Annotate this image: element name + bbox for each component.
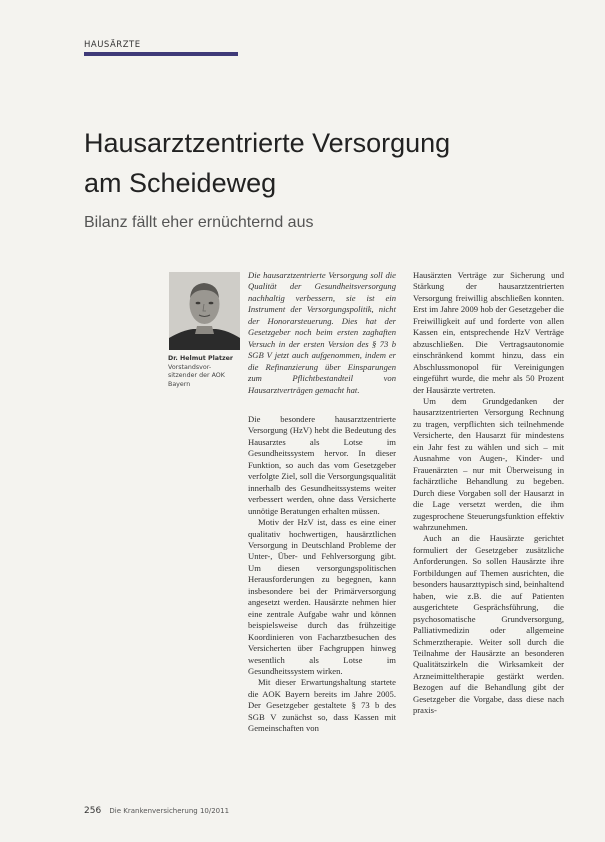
paragraph: Auch an die Hausärzte gerichtet formuliert der Gesetzgeber zusätzliche Anforderungen. So sollen Hausärzte ihre Fortbildungen auf Themen ausrichten, die besonders hausarzttypisch sind, beinhaltend haben, wie z.B. die auf Patienten ausgerichtete Gesprächsführung, die psychosomatische Grundversorgung, Palliativmedizin oder allgemeine Schmerztherapie. Weiter soll durch die Teilnahme der Hausärzte an besonderen Qualitätszirkeln die Wirksamkeit der Arzneimitteltherapie gestärkt werden. Bezogen auf die Behandlung gibt der Gesetzgeber die Vorgabe, dass diese nach praxis- xyxy=(413,533,564,716)
paragraph: Mit dieser Erwartungshaltung startete die AOK Bayern bereits im Jahre 2005. Der Gesetzgeber gestaltete § 73 b des SGB V zunächst so, dass Kassen mit Gemeinschaften von xyxy=(248,677,396,734)
body-column-2 xyxy=(413,270,564,717)
publication-name: Die Krankenversicherung 10/2011 xyxy=(109,807,230,815)
paragraph: Die besondere hausarztzentrierte Versorgung (HzV) hebt die Bedeutung des Hausarztes als Lotse im Gesundheitssystem hervor. In dieser Funktion, so auch das vom Gesetzgeber verfolgte Ziel, soll die Versorgungsqualität innerhalb des Gesundheitssystems weiter verbessert werden, ohne dass Versicherte unnötige Beratungen erhalten müssen. xyxy=(248,414,396,516)
paragraph: Motiv der HzV ist, dass es eine einer qualitativ hochwertigen, hausärztlichen Versorgung in Deutschland Probleme der Unter-, Über- und Fehlversorgung gibt. Um diesen versorgungspolitischen Herausforderungen zu begegnen, kann insbesondere bei der Primärversorgung angesetzt werden. Hausärzte nehmen hier eine zentrale Aufgabe wahr und können beispielsweise durch das frühzeitige Koordinieren von Facharztbesuchen des Versicherten über Fachgruppen hinweg wesentlich als Lotse im Gesundheitssystem wirken. xyxy=(248,517,396,676)
section-label: HAUSÄRZTE xyxy=(84,40,141,50)
article-intro: Die hausarztzentrierte Versorgung soll die Qualität der Gesundheitsversorgung nachhaltig verbessern, sie ist ein Instrument der Versorgungspolitik, nicht der Honorarsteuerung. Dies hat der Gesetzgeber noch beim ersten zaghaften Versuch in der ersten Version des § 73 b SGB V jetzt auch aufgenommen, indem er die Refinanzierung über Einsparungen zum Pflichtbestandteil von Hausarztverträgen gemacht hat. xyxy=(248,270,396,395)
paragraph: Um dem Grundgedanken der hausarztzentrierten Versorgung Rechnung zu tragen, verpflichten sich teilnehmende Versicherte, den Hausarzt für mindestens ein Jahr fest zu wählen und sich – mit Ausnahme von Augen-, Kinder- und Frauenärzten – nur mit Überweisung in fachärztliche Behandlung zu begeben. Durch diese Vorgaben soll der Hausarzt in die Lage versetzt werden, die ihm zugesprochene Steuerungsfunktion effektiv wahrzunehmen. xyxy=(413,395,564,532)
title-line-1: Hausarztzentrierte Versorgung xyxy=(84,128,451,158)
page-footer xyxy=(84,806,229,816)
author-name: Dr. Helmut Platzer xyxy=(168,355,234,362)
page-number: 256 xyxy=(84,806,102,816)
title-line-2: am Scheideweg xyxy=(84,168,277,198)
author-role-line-1: Vorstandsvor- xyxy=(168,363,212,371)
article-subtitle: Bilanz fällt eher ernüchternd aus xyxy=(84,214,314,231)
article-title xyxy=(84,123,544,203)
body-column-1 xyxy=(248,414,396,735)
author-photo xyxy=(169,272,240,350)
paragraph: Hausärzten Verträge zur Sicherung und Stärkung der hausarztzentrierten Versorgung freiwillig abschließen konnten. Erst im Jahre 2009 hob der Gesetzgeber die Freiwilligkeit auf und forderte von allen Kassen ein, entsprechende HzV Verträge abzuschließen. Die Vertragsautonomie einschränkend kommt hinzu, dass ein Abschlussmonopol für Vereinigungen eingeführt wurde, die mehr als 50 Prozent der Hausärzte vertreten. xyxy=(413,270,564,395)
author-caption xyxy=(168,355,242,389)
author-role-line-3: Bayern xyxy=(168,380,191,388)
section-rule xyxy=(84,52,238,56)
author-role-line-2: sitzender der AOK xyxy=(168,372,225,380)
